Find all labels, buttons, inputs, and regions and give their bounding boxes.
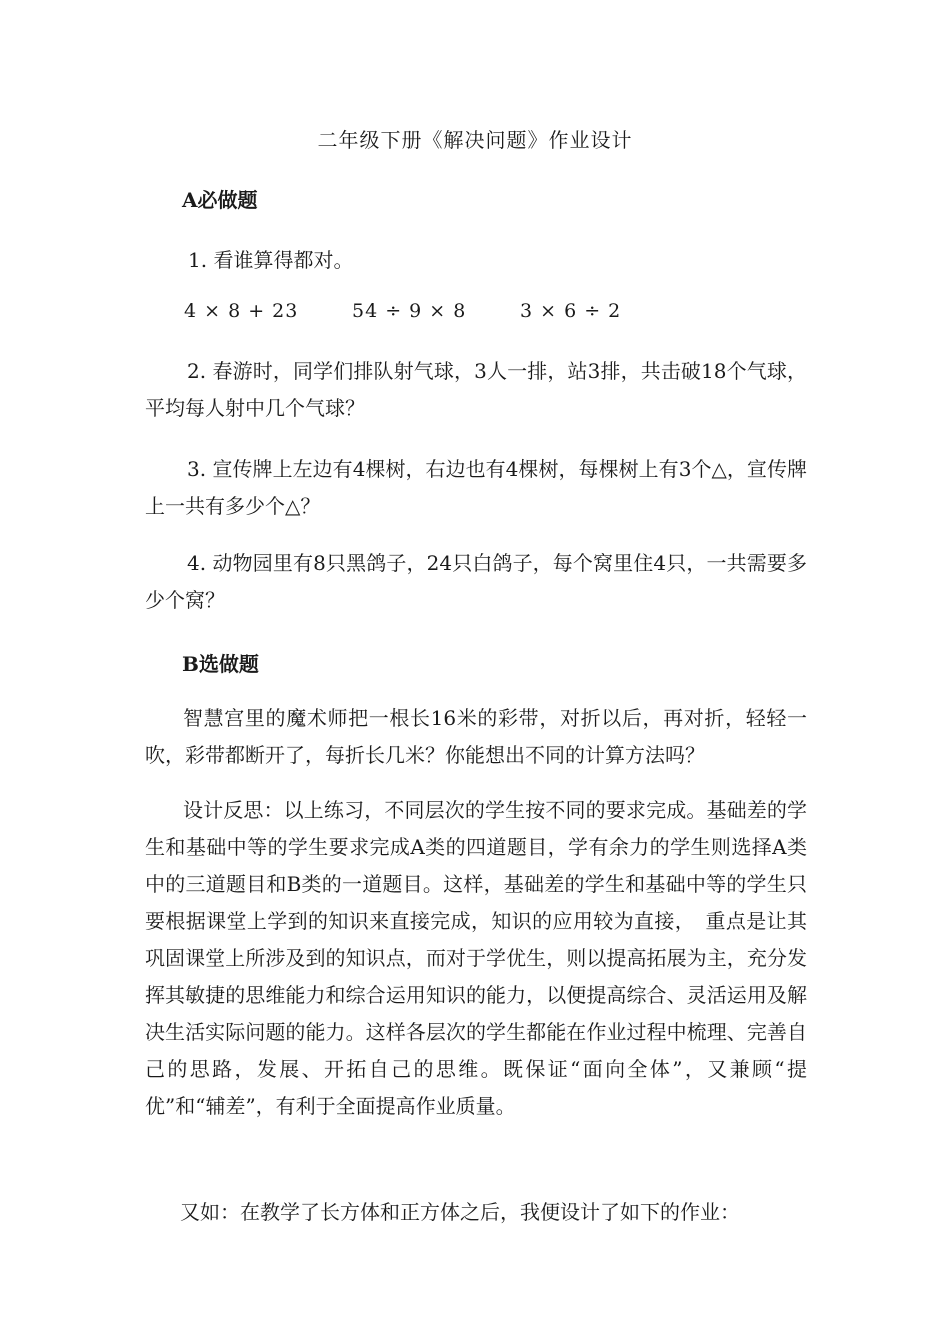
expression-1: 4 × 8 + 23 bbox=[184, 300, 299, 322]
expression-2: 54 ÷ 9 × 8 bbox=[352, 300, 467, 322]
section-b-question: 智慧宫里的魔术师把一根长16米的彩带，对折以后，再对折，轻轻一吹，彩带都断开了，每折长几米？你能想出不同的计算方法吗？ bbox=[145, 706, 807, 767]
design-reflection: 设计反思：以上练习，不同层次的学生按不同的要求完成。基础差的学生和基础中等的学生要求完成A类的四道题目，学有余力的学生则选择A类中的三道题目和B类的一道题目。这样，基础差的学生和基础中等的学生只要根据课堂上学到的知识来直接完成，知识的应用较为直接， 重点是让其巩固课堂上所涉及到的知识点，而对于学优生，则以提高拓展为主，充分发挥其敏捷的思维能力和综合运用知识的能力，以便提高综合、灵活运用及解决生活实际问题的能力。这样各层次的学生都能在作业过程中梳理、完善自己的思路，发展、开拓自己的思维。既保证“面向全体”，又兼顾“提优”和“辅差”，有利于全面提高作业质量。 bbox=[145, 798, 807, 1118]
question-3-text: 3. 宣传牌上左边有4棵树，右边也有4棵树，每棵树上有3个△，宣传牌上一共有多少个△？ bbox=[145, 457, 807, 518]
expression-3: 3 × 6 ÷ 2 bbox=[520, 300, 622, 322]
closing-line: 又如：在教学了长方体和正方体之后，我便设计了如下的作业： bbox=[180, 1200, 740, 1224]
question-1-text: 1. 看谁算得都对。 bbox=[188, 248, 354, 272]
section-b-heading: B选做题 bbox=[182, 652, 259, 676]
question-4-text: 4. 动物园里有8只黑鸽子，24只白鸽子，每个窝里住4只，一共需要多少个窝？ bbox=[145, 551, 807, 612]
section-a-heading: A必做题 bbox=[182, 188, 258, 212]
question-2-text: 2. 春游时，同学们排队射气球，3人一排，站3排，共击破18个气球，平均每人射中几个气球？ bbox=[145, 359, 807, 420]
document-title: 二年级下册《解决问题》作业设计 bbox=[317, 128, 633, 152]
